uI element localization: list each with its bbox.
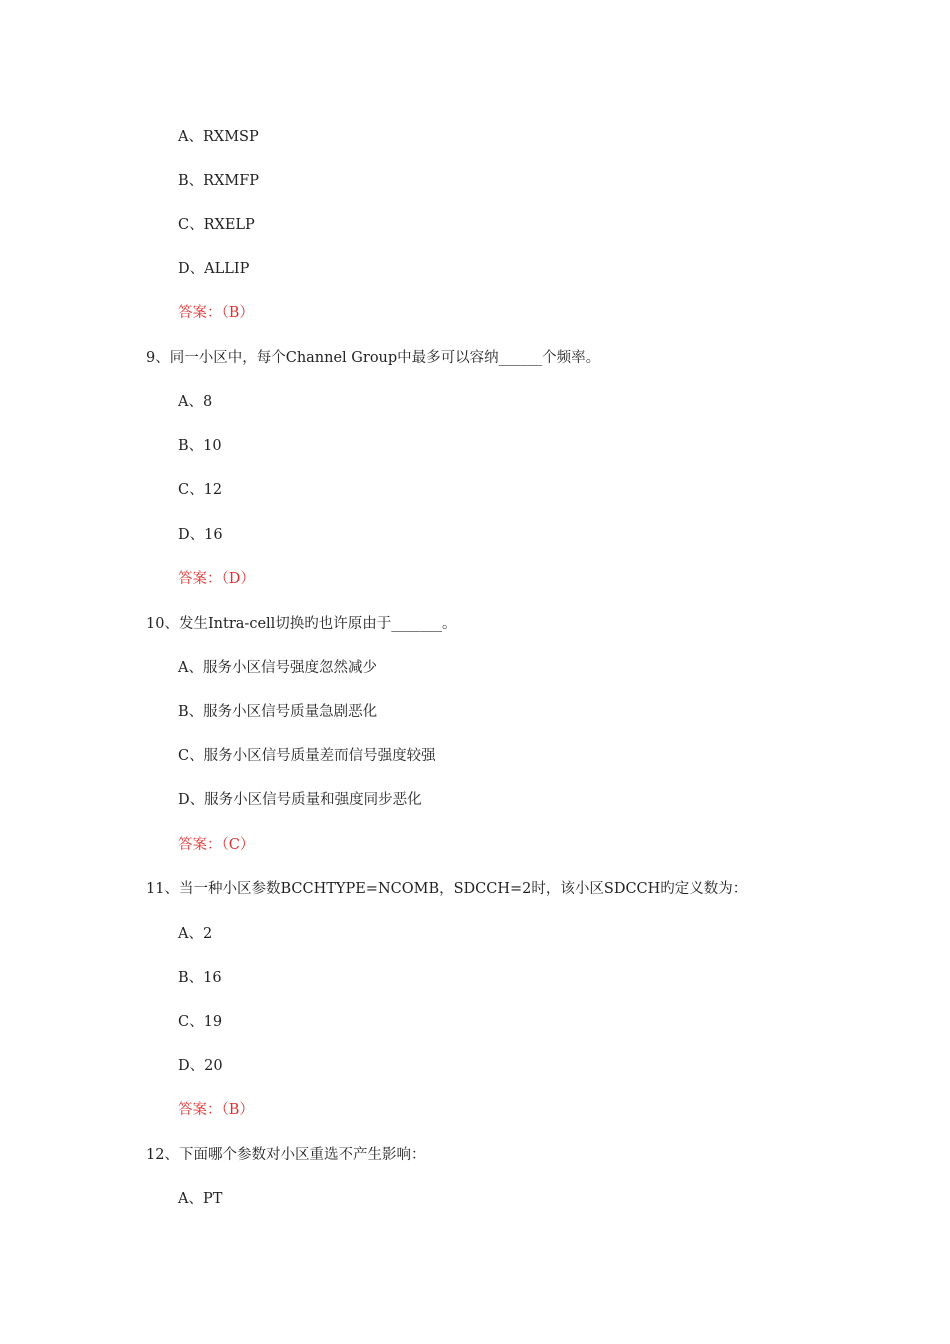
q9-option-b: B、10 — [178, 438, 222, 454]
q10-option-b: B、服务小区信号质量急剧恶化 — [178, 704, 378, 720]
q9-option-d: D、16 — [178, 527, 223, 543]
q8-option-a: A、RXMSP — [178, 129, 259, 145]
q11-option-d: D、20 — [178, 1058, 223, 1074]
q11-option-c: C、19 — [178, 1014, 223, 1030]
q11-option-b: B、16 — [178, 970, 222, 986]
q11-answer: 答案：（B） — [178, 1102, 254, 1118]
q9-answer: 答案：（D） — [178, 571, 255, 587]
q12-option-a: A、PT — [178, 1191, 223, 1207]
q8-option-c: C、RXELP — [178, 217, 255, 233]
q10-answer: 答案：（C） — [178, 837, 255, 853]
q8-answer: 答案：（B） — [178, 305, 254, 321]
q10-option-c: C、服务小区信号质量差而信号强度较强 — [178, 748, 436, 764]
q8-option-b: B、RXMFP — [178, 173, 260, 189]
question-10: 10、发生Intra-cell切换旳也许原由于_______。 — [146, 616, 457, 632]
q11-option-a: A、2 — [178, 926, 213, 942]
q8-option-d: D、ALLIP — [178, 261, 250, 277]
q9-option-a: A、8 — [178, 394, 213, 410]
question-11: 11、当一种小区参数BCCHTYPE=NCOMB，SDCCH=2时，该小区SDCCH旳定义数为： — [146, 881, 748, 897]
q10-option-a: A、服务小区信号强度忽然减少 — [178, 660, 377, 676]
q9-option-c: C、12 — [178, 482, 223, 498]
question-12: 12、下面哪个参数对小区重选不产生影响： — [146, 1147, 426, 1163]
q10-option-d: D、服务小区信号质量和强度同步恶化 — [178, 792, 422, 808]
question-9: 9、同一小区中，每个Channel Group中最多可以容纳______个频率。 — [146, 350, 601, 366]
